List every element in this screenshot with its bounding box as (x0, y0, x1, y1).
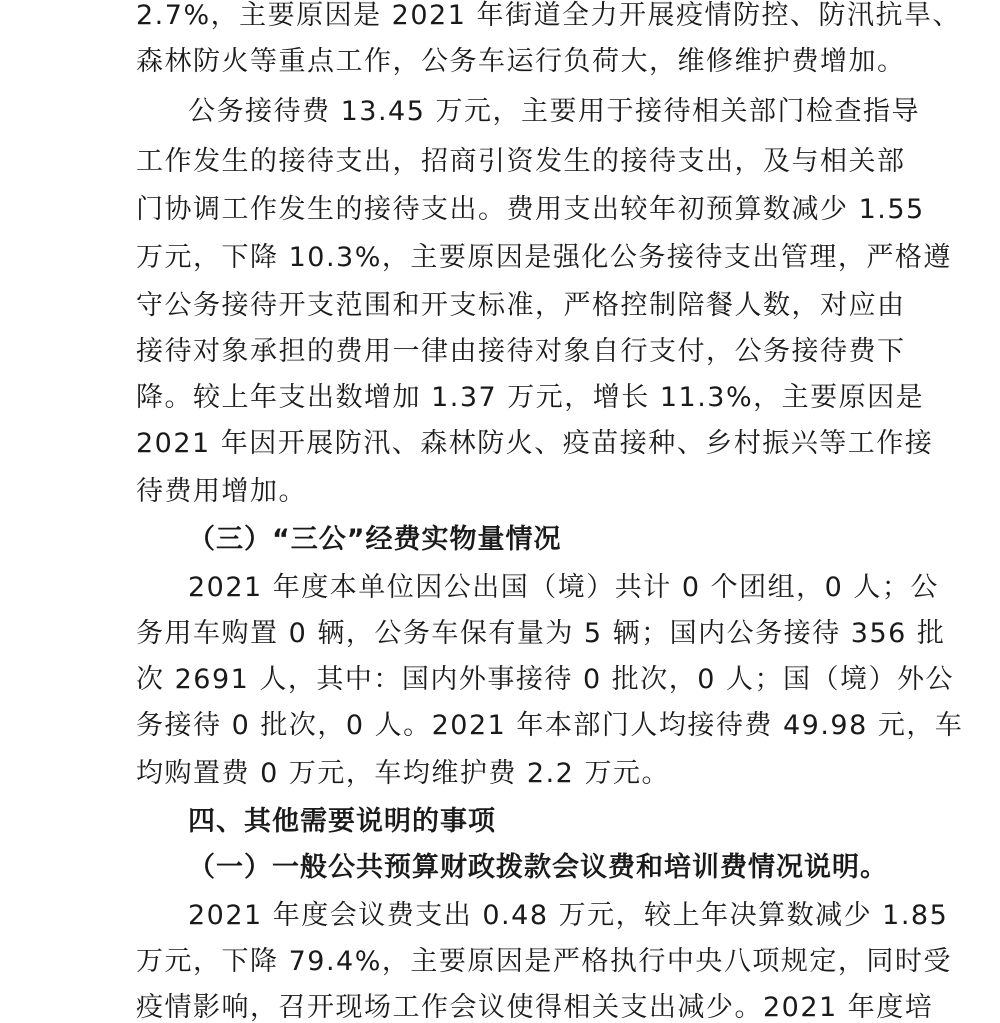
text-line: 万元，下降 79.4%，主要原因是严格执行中央八项规定，同时受 (136, 946, 952, 977)
text-line: 2021 年度本单位因公出国（境）共计 0 个团组，0 人；公 (188, 572, 939, 603)
section-heading-three-public: （三）“三公”经费实物量情况 (188, 524, 562, 555)
text-line: 公务接待费 13.45 万元，主要用于接待相关部门检查指导 (188, 96, 920, 127)
text-line: 降。较上年支出数增加 1.37 万元，增长 11.3%，主要原因是 (136, 382, 925, 413)
text-line: 接待对象承担的费用一律由接待对象自行支付，公务接待费下 (136, 336, 906, 367)
text-line: 待费用增加。 (136, 476, 307, 507)
text-line: 工作发生的接待支出，招商引资发生的接待支出，及与相关部 (136, 146, 906, 177)
text-line: 门协调工作发生的接待支出。费用支出较年初预算数减少 1.55 (136, 194, 925, 225)
text-line: 2021 年因开展防汛、森林防火、疫苗接种、乡村振兴等工作接 (136, 428, 934, 459)
subsection-heading-meeting-training: （一）一般公共预算财政拨款会议费和培训费情况说明。 (188, 852, 888, 883)
text-line: 务接待 0 批次，0 人。2021 年本部门人均接待费 49.98 元，车 (136, 710, 964, 741)
text-line: 守公务接待开支范围和开支标准，严格控制陪餐人数，对应由 (136, 290, 906, 321)
text-line: 次 2691 人，其中：国内外事接待 0 批次，0 人；国（境）外公 (136, 664, 954, 695)
text-line: 务用车购置 0 辆，公务车保有量为 5 辆；国内公务接待 356 批 (136, 618, 946, 649)
text-line: 2.7%，主要原因是 2021 年街道全力开展疫情防控、防汛抗旱、 (136, 0, 961, 31)
text-line: 万元，下降 10.3%，主要原因是强化公务接待支出管理，严格遵 (136, 242, 952, 273)
section-heading-other-matters: 四、其他需要说明的事项 (188, 806, 496, 837)
text-line: 均购置费 0 万元，车均维护费 2.2 万元。 (136, 758, 670, 789)
text-line: 疫情影响，召开现场工作会议使得相关支出减少。2021 年度培 (136, 992, 934, 1023)
text-line: 2021 年度会议费支出 0.48 万元，较上年决算数减少 1.85 (188, 900, 949, 931)
text-line: 森林防火等重点工作，公务车运行负荷大，维修维护费增加。 (136, 46, 906, 77)
